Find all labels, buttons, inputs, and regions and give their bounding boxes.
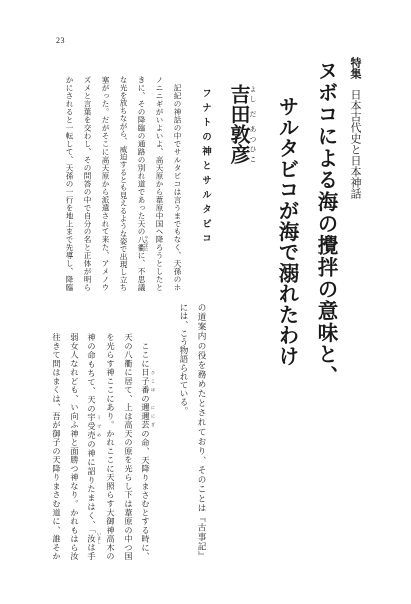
- ruby-reading: よし: [249, 84, 257, 104]
- text-segment: の: [141, 394, 151, 404]
- quote-line: [84, 333, 102, 560]
- author-char: [227, 124, 257, 144]
- ruby-reading: ひこ: [249, 144, 257, 164]
- text-segment: ここに: [141, 333, 151, 369]
- quote-line: [120, 333, 138, 560]
- text-segment: 往きて問はまくは、吾が御子の天降りまさむ道に、誰そか: [52, 333, 62, 560]
- section-heading: フナトの神とサルタビコ: [200, 88, 211, 248]
- ruby-base: 日子番: [141, 368, 151, 395]
- quote-line: [138, 333, 156, 560]
- ruby-base: 八衢: [137, 235, 146, 252]
- text-segment: ノニニギがいよいよ、高天原から葦原中国へ降ろうとしたと: [155, 76, 164, 291]
- kojiki-quotation: [48, 303, 156, 560]
- author-char: [227, 144, 257, 164]
- text-segment: 天の八衢に居て、上は高天の原を光らし下は葦原の中つ国: [124, 333, 134, 560]
- body-text-line: [96, 76, 114, 291]
- ruby-base: 宇受売: [87, 413, 97, 440]
- header-feature-title: 日本古代史と日本神話: [349, 89, 362, 199]
- header-feature-label: 特集: [349, 57, 362, 79]
- body-text-line: [174, 303, 192, 560]
- text-segment: 塞がった。だがそこに高天原から派遣されて来た、アメノウ: [101, 76, 110, 291]
- article-title-line-1: ヌボコによる海の攪拌の意味と、: [314, 60, 338, 386]
- text-segment: 記紀の神話の中でサルタビコは言うまでもなく、天孫のホ: [173, 76, 182, 291]
- running-header: [349, 57, 362, 199]
- author-name: [226, 84, 257, 164]
- text-segment: かにされると一転して、天孫の一行を地上まで先導し、降臨: [65, 76, 74, 291]
- text-segment: の道案内の役を務めたとされており、そのことは『古事記』: [196, 303, 206, 560]
- text-segment: には、こう物語られている。: [178, 303, 188, 415]
- ruby-word: [87, 531, 102, 545]
- text-segment: を光らす神ここにあり。かれここに天照らす大御神高木の: [106, 333, 116, 560]
- author-char: [227, 84, 257, 104]
- quote-line: [102, 333, 120, 560]
- text-segment: 弱女人なれども、い向ふ神と面勝つ神なり。かれもはら汝: [70, 333, 80, 560]
- ruby-base: 敦: [227, 124, 251, 144]
- ruby-reading: うずめ: [97, 413, 102, 440]
- ruby-base: 邇邇芸: [141, 403, 151, 430]
- text-segment: な光を放ちながら、威迫するとも見えるような姿で出現し立ち: [119, 76, 128, 291]
- body-text-line: [60, 76, 78, 291]
- text-segment: に、不思議: [137, 251, 146, 292]
- ruby-word: [87, 413, 102, 440]
- ruby-base: 汝: [87, 531, 97, 545]
- ruby-word: [141, 368, 156, 395]
- body-text-line: [78, 76, 96, 291]
- ruby-reading: いまし: [97, 531, 102, 545]
- lower-narrative: [174, 303, 210, 560]
- text-segment: 神の命もちて、天の: [87, 333, 97, 414]
- ruby-reading: あつ: [249, 124, 257, 144]
- quote-line: [48, 333, 66, 560]
- page-number: 23: [56, 36, 65, 45]
- ruby-word: [141, 403, 156, 430]
- body-text-line: [168, 76, 186, 291]
- text-segment: きに、その降臨の通路の別れ道であった天の: [137, 76, 146, 236]
- body-text-line: [192, 303, 210, 560]
- ruby-word: [137, 235, 150, 252]
- ruby-base: 吉: [227, 84, 251, 104]
- ruby-base: 彦: [227, 144, 251, 164]
- quote-line: [66, 333, 84, 560]
- ruby-reading: やちまた: [145, 235, 150, 252]
- blank-line: [156, 303, 174, 560]
- text-segment: の神に詔りたまはく、「: [87, 439, 97, 534]
- ruby-reading: ににぎ: [151, 403, 156, 429]
- body-lower-tier: [48, 303, 210, 560]
- body-upper-tier: [60, 76, 186, 291]
- text-segment: ズメと言葉を交わし、その問答の中で自分の名と正体が明ら: [83, 76, 92, 291]
- body-text-line: [150, 76, 168, 291]
- article-title-line-2: サルタビコが海で溺れたわけ: [275, 96, 299, 366]
- ruby-reading: だ: [249, 104, 257, 124]
- body-text-line: [132, 76, 150, 291]
- body-text-line: [114, 76, 132, 291]
- text-segment: の命、天降りまさむとする時に、: [141, 429, 151, 561]
- ruby-reading: ひこほ: [151, 368, 156, 394]
- ruby-base: 田: [227, 104, 251, 124]
- text-segment: は手: [87, 542, 97, 560]
- author-char: [227, 104, 257, 124]
